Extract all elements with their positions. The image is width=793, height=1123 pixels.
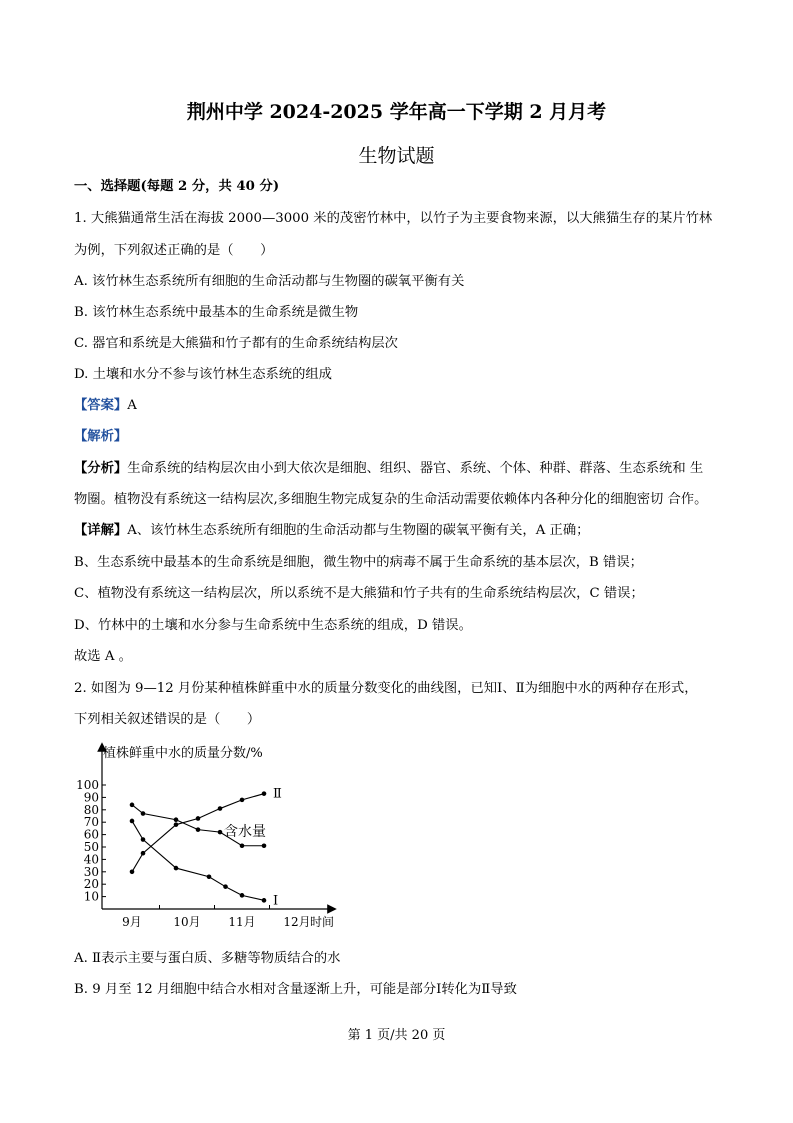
q1-line-d: D、竹林中的土壤和水分参与生命系统中生态系统的组成，D 错误。 [74,618,472,633]
y-tick-label: 30 [83,864,99,879]
series-label: Ⅰ [273,893,279,909]
data-point [240,843,245,848]
q1-conclusion: 故选 A 。 [74,649,132,664]
chart-series [130,787,282,909]
q1-option-a: A. 该竹林生态系统所有细胞的生命活动都与生物圈的碳氧平衡有关 [74,274,465,289]
q1-option-b: B. 该竹林生态系统中最基本的生命系统是微生物 [74,305,359,320]
water-content-line-chart [70,740,360,940]
q1-option-d: D. 土壤和水分不参与该竹林生态系统的组成 [74,367,332,382]
xiangjie-text1: A、该竹林生态系统所有细胞的生命活动都与生物圈的碳氧平衡有关，A 正确； [127,523,590,538]
y-tick-label: 80 [83,802,99,817]
q2-stem-line1: 2. 如图为 9—12 月份某种植株鲜重中水的质量分数变化的曲线图，已知Ⅰ、Ⅱ为细胞中水的两种存在形式， [74,681,698,696]
q1-stem-line1: 1. 大熊猫通常生活在海拔 2000—3000 米的茂密竹林中，以竹子为主要食物来源，以大熊猫生存的某片竹林 [74,211,713,226]
data-point [141,837,146,842]
y-tick-label: 70 [83,815,99,830]
data-point [262,898,267,903]
data-point [141,811,146,816]
fenxi-tag: 【分析】 [74,461,128,476]
y-tick-label: 20 [83,877,99,892]
q1-stem-line2: 为例，下列叙述正确的是（ ） [74,243,274,258]
x-tick-label: 10月 [173,915,201,929]
data-point [207,874,212,879]
data-point [223,884,228,889]
q2-stem-line2: 下列相关叙述错误的是（ ） [74,712,261,727]
q2-option-a: A. Ⅱ表示主要与蛋白质、多糖等物质结合的水 [74,951,341,966]
y-tick-label: 10 [83,889,99,904]
data-point [240,893,245,898]
q1-option-c: C. 器官和系统是大熊猫和竹子都有的生命系统结构层次 [74,336,398,351]
y-tick-label: 40 [83,852,99,867]
page-subtitle: 生物试题 [358,145,435,167]
data-point [196,816,201,821]
data-point [174,817,179,822]
answer-value: A [127,398,137,413]
x-tick-label: 11月 [228,915,256,929]
data-point [130,803,135,808]
data-point [262,791,267,796]
y-tick-label: 60 [83,827,99,842]
data-point [240,798,245,803]
x-tick-label: 9月 [122,915,142,929]
data-point [130,870,135,875]
data-point [196,827,201,832]
series-label: Ⅱ [273,786,282,802]
q1-answer [74,397,137,415]
data-point [218,806,223,811]
answer-tag: 【答案】 [74,398,128,413]
q1-line-b: B、生态系统中最基本的生命系统是细胞，微生物中的病毒不属于生命系统的基本层次，B 错误； [74,555,643,570]
data-point [218,830,223,835]
data-point [262,843,267,848]
q2-option-b: B. 9 月至 12 月细胞中结合水相对含量逐渐上升，可能是部分Ⅰ转化为Ⅱ导致 [74,982,517,997]
data-point [174,822,179,827]
y-axis-label: 植株鲜重中水的质量分数/% [103,746,263,761]
series-label: 含水量 [224,824,266,841]
y-tick-label: 50 [83,840,99,854]
q1-fenxi-line2: 物圈。植物没有系统这一结构层次,多细胞生物完成复杂的生命活动需要依赖体内各种分化的细胞密切 合作。 [74,492,708,507]
analysis-tag: 【解析】 [74,429,128,444]
data-point [130,819,135,824]
page-footer: 第 1 页/共 20 页 [347,1028,446,1043]
q1-xiangjie-line1 [74,522,589,540]
q1-fenxi-line1 [74,460,703,478]
data-point [174,866,179,871]
q1-analysis [74,428,127,446]
x-axis-label: 时间 [310,915,335,929]
page-title: 荆州中学 2024-2025 学年高一下学期 2 月月考 [186,101,607,123]
y-tick-label: 100 [76,778,99,792]
x-tick-label: 12月 [283,915,311,929]
xiangjie-tag: 【详解】 [74,523,128,538]
data-point [141,851,146,856]
section-heading: 一、选择题(每题 2 分，共 40 分) [74,179,280,194]
fenxi-text1: 生命系统的结构层次由小到大依次是细胞、组织、器官、系统、个体、种群、群落、生态系统和 生 [127,461,704,476]
y-tick-label: 90 [83,790,99,805]
q1-line-c: C、植物没有系统这一结构层次，所以系统不是大熊猫和竹子共有的生命系统结构层次，C 错误； [74,586,644,601]
